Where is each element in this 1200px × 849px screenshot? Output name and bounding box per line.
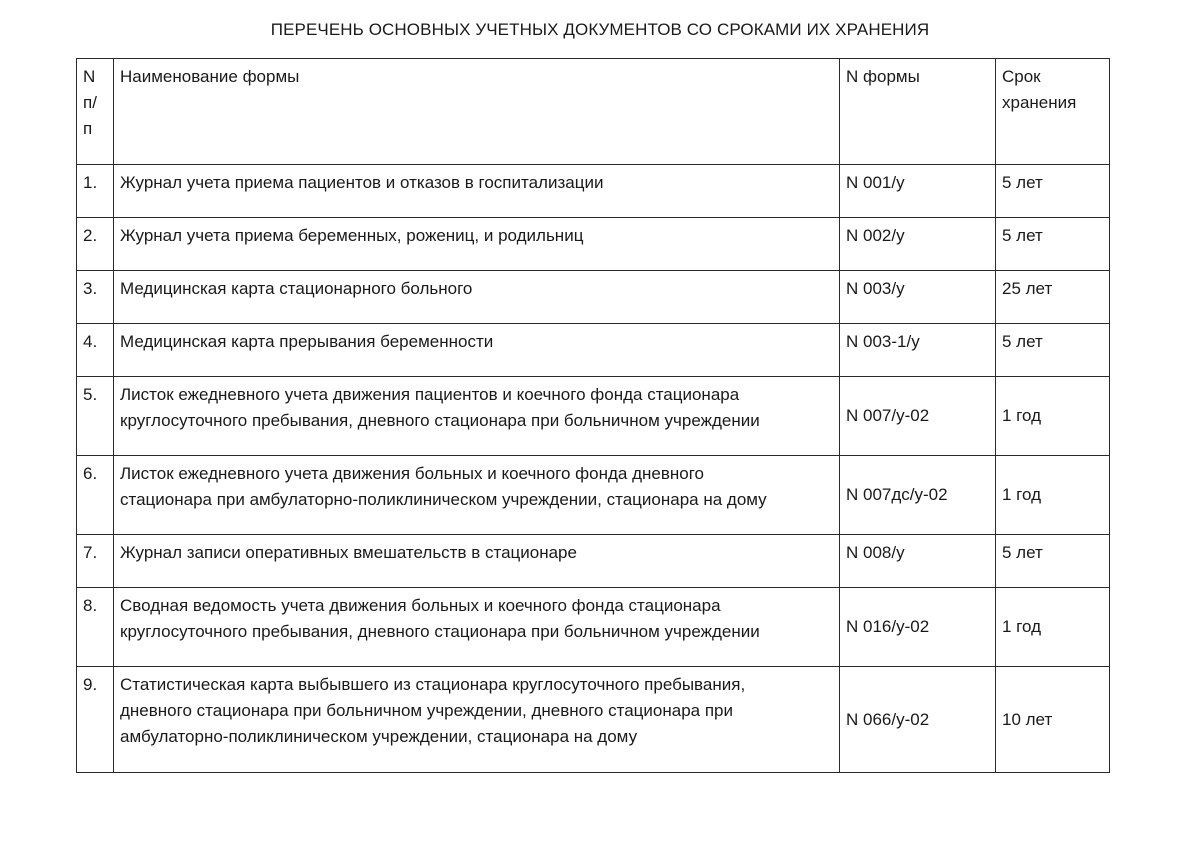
- row-form-name-line: амбулаторно-поликлиническом учреждении, стационара на дому: [120, 727, 638, 746]
- header-storage-period: [996, 59, 1110, 165]
- row-form-name: [114, 667, 840, 773]
- row-number: 7.: [77, 535, 114, 588]
- table-row: [77, 165, 1110, 218]
- row-form-name-line: стационара при амбулаторно-поликлиническом учреждении, стационара на дому: [120, 490, 767, 509]
- table-body: [77, 59, 1110, 773]
- row-form-number: N 003/у: [840, 271, 996, 324]
- header-form-name: Наименование формы: [114, 59, 840, 165]
- row-form-number: N 007/у-02: [840, 377, 996, 456]
- row-form-name: [114, 588, 840, 667]
- row-form-number: N 066/у-02: [840, 667, 996, 773]
- header-number-line: N: [83, 67, 96, 86]
- row-number: 9.: [77, 667, 114, 773]
- row-form-name: [114, 324, 840, 377]
- row-form-number: N 016/у-02: [840, 588, 996, 667]
- table-row: [77, 456, 1110, 535]
- table-row: [77, 667, 1110, 773]
- row-form-name: [114, 165, 840, 218]
- row-form-number: N 008/у: [840, 535, 996, 588]
- row-storage-period: 1 год: [996, 456, 1110, 535]
- row-form-name-line: Журнал учета приема пациентов и отказов в госпитализации: [120, 173, 604, 192]
- row-form-name-line: круглосуточного пребывания, дневного стационара при больничном учреждении: [120, 411, 760, 430]
- row-number: 6.: [77, 456, 114, 535]
- row-storage-period: 25 лет: [996, 271, 1110, 324]
- row-number: 3.: [77, 271, 114, 324]
- row-form-number: N 007дс/у-02: [840, 456, 996, 535]
- table-row: [77, 535, 1110, 588]
- row-form-name: [114, 456, 840, 535]
- header-number-line: п: [83, 119, 93, 138]
- row-form-name-line: дневного стационара при больничном учреждении, дневного стационара при: [120, 701, 733, 720]
- row-form-number: N 002/у: [840, 218, 996, 271]
- row-form-name-line: Медицинская карта стационарного больного: [120, 279, 473, 298]
- row-form-name: [114, 218, 840, 271]
- row-storage-period: 1 год: [996, 588, 1110, 667]
- header-form-number: N формы: [840, 59, 996, 165]
- row-form-name-line: Журнал записи оперативных вмешательств в стационаре: [120, 543, 577, 562]
- row-number: 4.: [77, 324, 114, 377]
- header-number: [77, 59, 114, 165]
- table-row: [77, 377, 1110, 456]
- row-form-name-line: Листок ежедневного учета движения пациентов и коечного фонда стационара: [120, 385, 740, 404]
- row-form-name-line: Сводная ведомость учета движения больных и коечного фонда стационара: [120, 596, 721, 615]
- row-storage-period: 5 лет: [996, 324, 1110, 377]
- row-form-name-line: Журнал учета приема беременных, рожениц, и родильниц: [120, 226, 584, 245]
- table-row: [77, 271, 1110, 324]
- row-number: 8.: [77, 588, 114, 667]
- row-form-number: N 001/у: [840, 165, 996, 218]
- row-storage-period: 5 лет: [996, 535, 1110, 588]
- row-storage-period: 1 год: [996, 377, 1110, 456]
- table-row: [77, 324, 1110, 377]
- row-form-name: [114, 271, 840, 324]
- row-number: 1.: [77, 165, 114, 218]
- row-form-name-line: Медицинская карта прерывания беременности: [120, 332, 494, 351]
- row-storage-period: 5 лет: [996, 165, 1110, 218]
- row-form-name: [114, 377, 840, 456]
- row-form-name: [114, 535, 840, 588]
- table-row: [77, 588, 1110, 667]
- header-number-line: п/: [83, 93, 97, 112]
- row-form-name-line: Статистическая карта выбывшего из стационара круглосуточного пребывания,: [120, 675, 746, 694]
- row-storage-period: 10 лет: [996, 667, 1110, 773]
- document-title: ПЕРЕЧЕНЬ ОСНОВНЫХ УЧЕТНЫХ ДОКУМЕНТОВ СО СРОКАМИ ИХ ХРАНЕНИЯ: [270, 20, 930, 39]
- row-number: 2.: [77, 218, 114, 271]
- table-header-row: [77, 59, 1110, 165]
- documents-table: [76, 58, 1110, 773]
- row-form-name-line: Листок ежедневного учета движения больных и коечного фонда дневного: [120, 464, 704, 483]
- row-form-name-line: круглосуточного пребывания, дневного стационара при больничном учреждении: [120, 622, 760, 641]
- table-row: [77, 218, 1110, 271]
- header-storage-line: хранения: [1002, 93, 1077, 112]
- row-number: 5.: [77, 377, 114, 456]
- row-storage-period: 5 лет: [996, 218, 1110, 271]
- row-form-number: N 003-1/у: [840, 324, 996, 377]
- header-storage-line: Срок: [1002, 67, 1041, 86]
